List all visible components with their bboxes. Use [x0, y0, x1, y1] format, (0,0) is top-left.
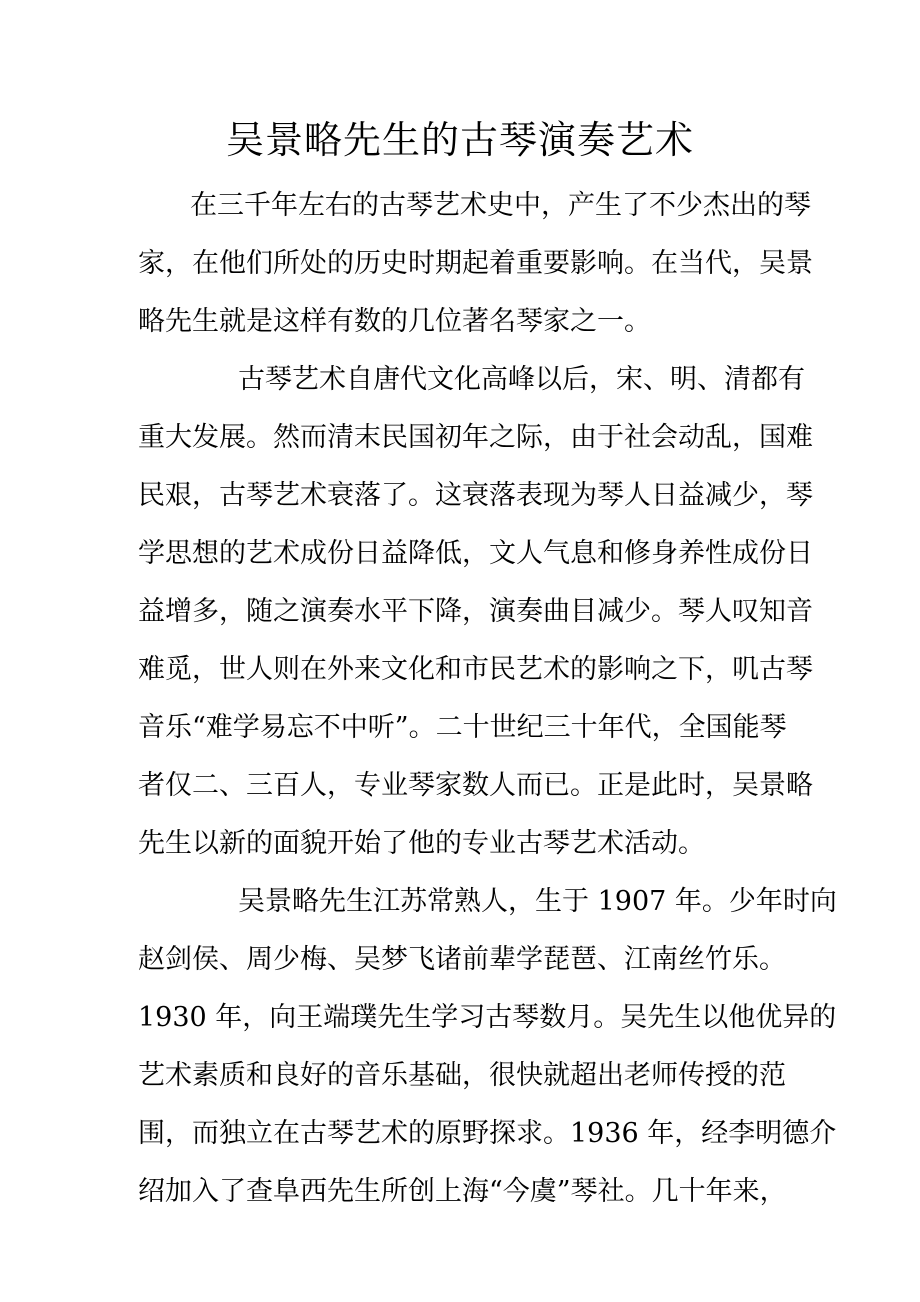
- document-title: 吴景略先生的古琴演奏艺术: [225, 118, 694, 162]
- text-line: 家，在他们所处的历史时期起着重要影响。在当代，吴景: [138, 248, 813, 279]
- text-line: 民艰，古琴艺术衰落了。这衰落表现为琴人日益减少，琴: [138, 480, 813, 511]
- text-line: 先生以新的面貌开始了他的专业古琴艺术活动。: [138, 828, 705, 859]
- text-line: 绍加入了查阜西先生所创上海“今虞”琴社。几十年来，: [138, 1176, 787, 1207]
- text-line: 难觅，世人则在外来文化和市民艺术的影响之下，叽古琴: [138, 654, 813, 685]
- text-line: 1930 年，向王端璞先生学习古琴数月。吴先生以他优异的: [138, 1002, 837, 1033]
- text-line: 赵剑侯、周少梅、吴梦飞诸前辈学琵琶、江南丝竹乐。: [138, 944, 786, 975]
- text-line: 古琴艺术自唐代文化高峰以后，宋、明、清都有: [238, 364, 805, 395]
- text-line: 略先生就是这样有数的几位著名琴家之一。: [138, 306, 651, 337]
- text-line: 学思想的艺术成份日益降低，文人气息和修身养性成份日: [138, 538, 813, 569]
- text-line: 重大发展。然而清末民国初年之际，由于社会动乱，国难: [138, 422, 813, 453]
- text-line: 音乐“难学易忘不中听”。二十世纪三十年代，全国能琴: [138, 712, 787, 743]
- text-line: 在三千年左右的古琴艺术史中，产生了不少杰出的琴: [190, 190, 811, 221]
- text-line: 围，而独立在古琴艺术的原野探求。1936 年，经李明德介: [138, 1118, 837, 1149]
- text-line: 艺术素质和良好的音乐基础，很快就超出老师传授的范: [138, 1060, 786, 1091]
- text-line: 者仅二、三百人，专业琴家数人而已。正是此时，吴景略: [138, 770, 813, 801]
- text-line: 益增多，随之演奏水平下降，演奏曲目减少。琴人叹知音: [138, 596, 813, 627]
- text-line: 吴景略先生江苏常熟人，生于 1907 年。少年时向: [238, 886, 837, 917]
